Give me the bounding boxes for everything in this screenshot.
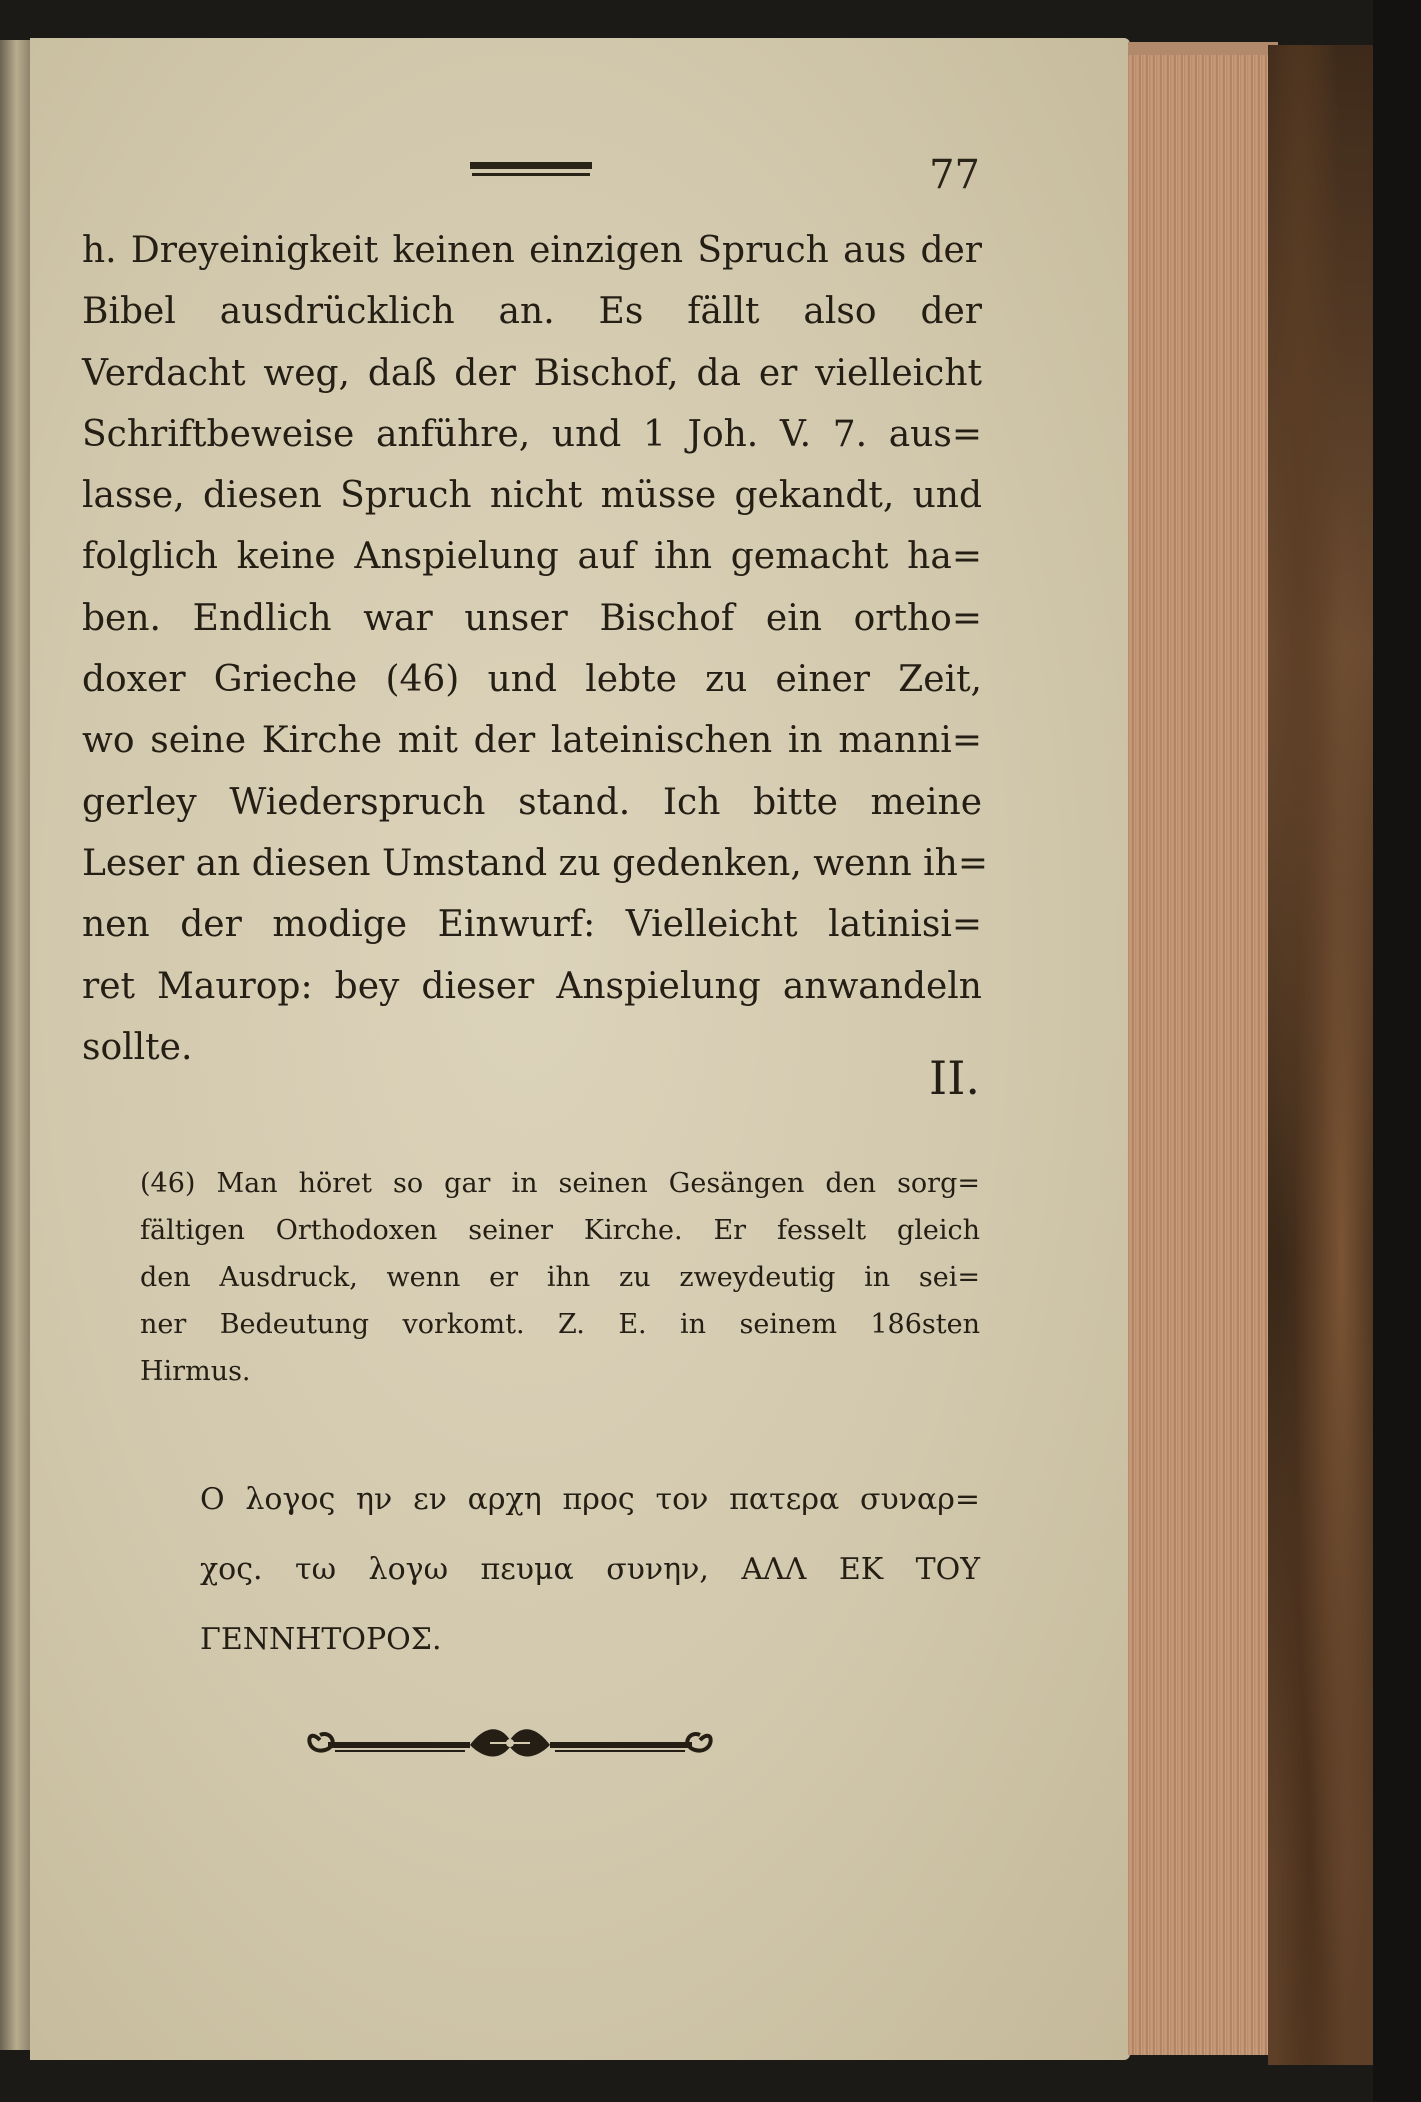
body-line: folglich keine Anspielung auf ihn gemacht ha= xyxy=(82,536,982,578)
footnote xyxy=(140,1160,980,1395)
footnote-line: den Ausdruck, wenn er ihn zu zweydeutig in sei= xyxy=(140,1262,980,1293)
body-line: ret Maurop: bey dieser Anspielung anwandeln xyxy=(82,965,982,1007)
body-line: h. Dreyeinigkeit keinen einzigen Spruch aus der xyxy=(82,230,982,271)
greek-line: χος. τω λογω πευμα συνην, ΑΛΛ ΕΚ ΤΟΥ xyxy=(200,1552,980,1587)
greek-quotation xyxy=(200,1465,980,1675)
footnote-line: ner Bedeutung vorkomt. Z. E. in seinem 186sten xyxy=(140,1309,980,1340)
body-line: Bibel ausdrücklich an. Es fällt also der xyxy=(82,291,982,333)
body-line: gerley Wiederspruch stand. Ich bitte meine xyxy=(82,781,982,823)
body-line: wo seine Kirche mit der lateinischen in manni= xyxy=(82,720,982,762)
body-line: lasse, diesen Spruch nicht müsse gekandt, und xyxy=(82,475,982,517)
section-heading: II. xyxy=(929,1051,980,1105)
page-number: 77 xyxy=(929,152,980,198)
greek-line: Ο λογος ην εν αρχη προς τον πατερα συναρ= xyxy=(200,1482,980,1517)
body-text xyxy=(82,220,989,1078)
footnote-line: fältigen Orthodoxen seiner Kirche. Er fesselt gleich xyxy=(140,1215,980,1246)
footnote-line: (46) Man höret so gar in seinen Gesängen den sorg= xyxy=(140,1168,980,1199)
header-rule xyxy=(470,162,592,169)
body-line: Leser an diesen Umstand zu gedenken, wenn ih= xyxy=(82,842,989,884)
marbled-cover xyxy=(1268,45,1373,2065)
body-line: ben. Endlich war unser Bischof ein ortho= xyxy=(82,597,982,639)
footnote-line: Hirmus. xyxy=(140,1356,251,1387)
previous-page-edge xyxy=(0,40,30,2050)
tailpiece-ornament xyxy=(300,1715,720,1765)
page-block-edge xyxy=(1128,55,1268,2055)
body-line: Verdacht weg, daß der Bischof, da er vielleicht xyxy=(82,352,982,394)
body-line: doxer Grieche (46) und lebte zu einer Zeit, xyxy=(82,659,982,701)
body-line: nen der modige Einwurf: Vielleicht latinisi= xyxy=(82,904,982,946)
greek-line: ΓΕΝΝΗΤΟΡΟΣ. xyxy=(200,1622,442,1657)
body-line: sollte. xyxy=(82,1026,193,1068)
cover-shadow xyxy=(1373,0,1421,2102)
body-line: Schriftbeweise anführe, und 1 Joh. V. 7. aus= xyxy=(82,413,982,455)
